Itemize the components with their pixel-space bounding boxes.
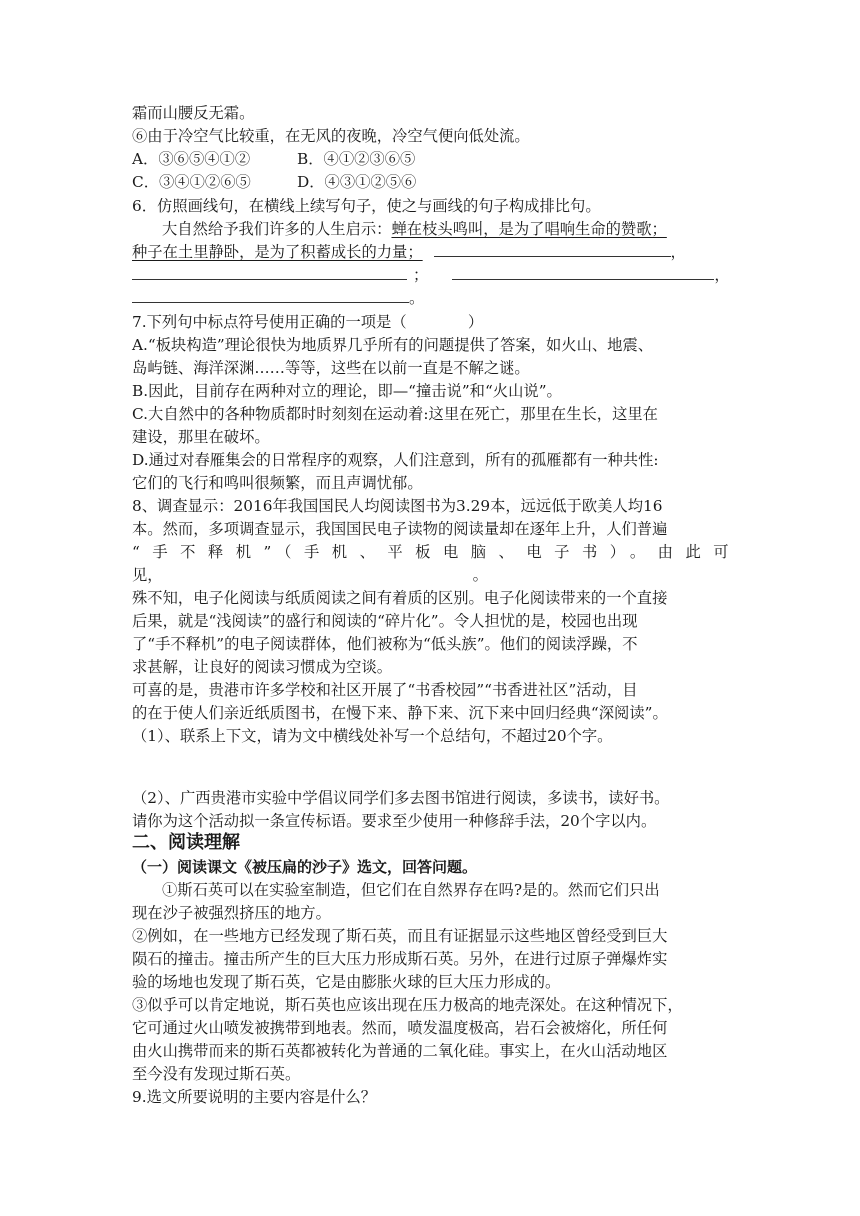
text-line: 了“手不释机”的电子阅读群体，他们被称为“低头族”。他们的阅读浮躁，不 xyxy=(132,635,638,653)
question-7: 7.下列句中标点符号使用正确的一项是（ ） xyxy=(132,313,484,331)
text-line: 本。然而，多项调查显示，我国国民电子读物的阅读量却在逐年上升，人们普遍 xyxy=(132,520,668,538)
question-6: 6．仿照画线句，在横线上续写句子，使之与画线的句子构成排比句。 xyxy=(132,197,601,215)
option-c: C．③④①②⑥⑤ xyxy=(132,173,251,191)
text-line xyxy=(132,241,732,263)
text-line: D.通过对春雁集会的日常程序的观察，人们注意到，所有的孤雁都有一种共性: xyxy=(132,451,659,469)
text-line xyxy=(162,218,732,240)
text-line: ⑥由于冷空气比较重，在无风的夜晚，冷空气便向低处流。 xyxy=(132,127,530,145)
text-line: 可喜的是，贵港市许多学校和社区开展了“书香校园”“书香进社区”活动，目 xyxy=(132,681,638,699)
text-line: 建设，那里在破坏。 xyxy=(132,428,270,446)
question-9: 9.选文所要说明的主要内容是什么？ xyxy=(132,1088,377,1106)
text-line: C.大自然中的各种物质都时时刻刻在运动着:这里在死亡，那里在生长，这里在 xyxy=(132,405,658,423)
text-line: 求甚解，让良好的阅读习惯成为空谈。 xyxy=(132,658,393,676)
text-line: B.因此，目前存在两种对立的理论，即—“撞击说”和“火山说”。 xyxy=(132,382,562,400)
sub-question-1: （1）、联系上下文，请为文中横线处补写一个总结句，不超过20个字。 xyxy=(132,727,613,745)
text-line: 验的场地也发现了斯石英，它是由膨胀火球的巨大压力形成的。 xyxy=(132,973,561,991)
text-line: 至今没有发现过斯石英。 xyxy=(132,1065,301,1083)
text-line: 的在于使人们亲近纸质图书，在慢下来、静下来、沉下来中回归经典“深阅读”。 xyxy=(132,704,668,722)
text-line: 陨石的撞击。撞击所产生的巨大压力形成斯石英。另外，在进行过原子弹爆炸实 xyxy=(132,950,668,968)
text-line xyxy=(132,264,732,286)
underlined-sentence: 种子在土里静卧，是为了积蓄成长的力量； xyxy=(132,243,423,261)
punctuation: ， xyxy=(714,266,730,284)
underlined-sentence: 蝉在枝头鸣叫，是为了唱响生命的赞歌； xyxy=(391,220,667,238)
subsection-title: （一）阅读课文《被压扁的沙子》选文，回答问题。 xyxy=(132,858,478,876)
option-d: D．④③①②⑤⑥ xyxy=(297,173,417,191)
text-line xyxy=(132,287,732,309)
answer-blank[interactable] xyxy=(132,288,409,303)
punctuation: ； xyxy=(413,266,429,284)
text-line: ③似乎可以肯定地说，斯石英也应该出现在压力极高的地壳深处。在这种情况下， xyxy=(132,996,683,1014)
sub-question-2: （2）、广西贵港市实验中学倡议同学们多去图书馆进行阅读，多读书，读好书。 xyxy=(132,789,670,807)
answer-blank[interactable] xyxy=(452,265,714,280)
text-line: “手不释机”（手机、平板电脑、电子书）。由此可 xyxy=(132,543,742,561)
answer-blank[interactable] xyxy=(434,242,671,257)
text-span: 见， xyxy=(132,566,163,584)
text-line: 由火山携带而来的斯石英都被转化为普通的二氧化硅。事实上，在火山活动地区 xyxy=(132,1042,668,1060)
text-line: 它们的飞行和鸣叫很频繁，而且声调忧郁。 xyxy=(132,474,423,492)
text-line: 请你为这个活动拟一条宣传标语。要求至少使用一种修辞手法，20个字以内。 xyxy=(132,812,657,830)
punctuation: 。 xyxy=(472,566,488,584)
options-row xyxy=(132,171,732,193)
section-title: 二、阅读理解 xyxy=(132,832,240,853)
answer-blank[interactable] xyxy=(132,265,407,280)
option-b: B．④①②③⑥⑤ xyxy=(297,150,416,168)
text-line xyxy=(132,564,732,586)
text-span: 大自然给予我们许多的人生启示： xyxy=(162,220,392,238)
question-8: 8、调查显示：2016年我国国民人均阅读图书为3.29本，远远低于欧美人均16 xyxy=(132,497,663,515)
text-line: 霜而山腰反无霜。 xyxy=(132,104,255,122)
text-line: A.“板块构造”理论很快为地质界几乎所有的问题提供了答案，如火山、地震、 xyxy=(132,336,654,354)
punctuation: 。 xyxy=(409,289,425,307)
text-line: 它可通过火山喷发被携带到地表。然而，喷发温度极高，岩石会被熔化，所任何 xyxy=(132,1019,668,1037)
answer-blank[interactable] xyxy=(163,565,473,580)
text-line: 后果，就是“浅阅读”的盛行和阅读的“碎片化”。令人担忧的是，校园也出现 xyxy=(132,612,638,630)
punctuation: ， xyxy=(670,243,686,261)
text-line: 殊不知，电子化阅读与纸质阅读之间有着质的区别。电子化阅读带来的一个直接 xyxy=(132,589,668,607)
text-line: ②例如，在一些地方已经发现了斯石英，而且有证据显示这些地区曾经受到巨大 xyxy=(132,927,668,945)
option-a: A．③⑥⑤④①② xyxy=(132,150,251,168)
options-row xyxy=(132,148,732,170)
text-line: 现在沙子被强烈挤压的地方。 xyxy=(132,904,331,922)
text-line: 岛屿链、海洋深渊……等等，这些在以前一直是不解之谜。 xyxy=(132,359,530,377)
text-line: ①斯石英可以在实验室制造，但它们在自然界存在吗?是的。然而它们只出 xyxy=(162,881,660,899)
